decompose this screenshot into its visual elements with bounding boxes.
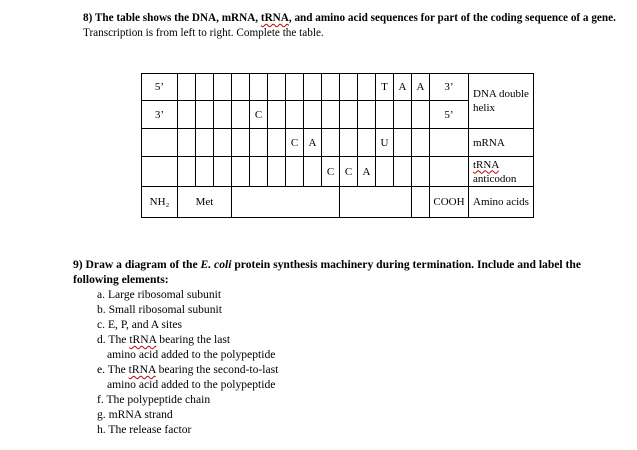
- list-item-e: e. The tRNA bearing the second-to-last amino acid added to the polypeptide: [97, 363, 279, 391]
- sequence-cell: [232, 129, 250, 157]
- sequence-cell: [358, 74, 376, 101]
- sequence-cell: [196, 74, 214, 101]
- sequence-cell: A: [412, 74, 430, 101]
- sequence-cell: [268, 74, 286, 101]
- sequence-cell: [250, 157, 268, 187]
- table-row: [142, 157, 534, 187]
- sequence-cell: [196, 157, 214, 187]
- question-8: [83, 11, 628, 41]
- q8-bold-text-b: , and amino acid sequences for part of the coding sequence of a gene.: [288, 12, 616, 24]
- list-item-b: b. Small ribosomal subunit: [97, 303, 222, 316]
- sequence-cell: [394, 157, 412, 187]
- sequence-cell: [358, 129, 376, 157]
- sequence-cell: [286, 157, 304, 187]
- sequence-cell: [412, 157, 430, 187]
- sequence-cell: [232, 74, 250, 101]
- sequence-cell: [250, 74, 268, 101]
- q9-prefix: 9) Draw a diagram of the: [73, 258, 201, 271]
- row-label-cell: mRNA: [469, 129, 534, 157]
- sequence-cell: [286, 74, 304, 101]
- sequence-cell: [214, 74, 232, 101]
- sequence-cell: [340, 101, 358, 129]
- sequence-cell: [268, 101, 286, 129]
- row-label-cell: Amino acids: [469, 187, 534, 218]
- sequence-cell: C: [340, 157, 358, 187]
- gene-sequence-table: [141, 73, 534, 218]
- sequence-cell: [358, 101, 376, 129]
- strand-end-cell: 5’: [430, 101, 469, 129]
- amino-acid-cell: [412, 187, 430, 218]
- amino-acid-cell: [340, 187, 412, 218]
- sequence-cell: C: [250, 101, 268, 129]
- sequence-cell: [250, 129, 268, 157]
- sequence-cell: [178, 157, 196, 187]
- list-item-d: d. The tRNA bearing the last amino acid added to the polypeptide: [97, 333, 276, 361]
- sequence-cell: [412, 101, 430, 129]
- table-body: [142, 74, 534, 218]
- sequence-cell: [322, 129, 340, 157]
- sequence-cell: A: [304, 129, 322, 157]
- q8-number: 8): [83, 12, 93, 24]
- list-item-g: g. mRNA strand: [97, 408, 173, 421]
- amino-acid-cell: [232, 187, 340, 218]
- sequence-cell: [322, 101, 340, 129]
- sequence-cell: [268, 157, 286, 187]
- q9-element-list: [97, 287, 278, 437]
- sequence-cell: [232, 157, 250, 187]
- sequence-cell: T: [376, 74, 394, 101]
- strand-end-cell: COOH: [430, 187, 469, 218]
- sequence-cell: [178, 74, 196, 101]
- sequence-cell: [340, 129, 358, 157]
- sequence-cell: [268, 129, 286, 157]
- q8-bold-text-a: The table shows the DNA, mRNA,: [92, 12, 261, 24]
- sequence-cell: [286, 101, 304, 129]
- sequence-cell: [232, 101, 250, 129]
- sequence-cell: [340, 74, 358, 101]
- sequence-cell: [376, 157, 394, 187]
- strand-start-cell: 5’: [142, 74, 178, 101]
- table-row: [142, 129, 534, 157]
- sequence-cell: [394, 101, 412, 129]
- strand-start-cell: [142, 129, 178, 157]
- q8-instruction: Transcription is from left to right. Complete the table.: [83, 27, 324, 39]
- strand-end-cell: [430, 157, 469, 187]
- strand-start-cell: 3’: [142, 101, 178, 129]
- row-label-cell: tRNA anticodon: [469, 157, 534, 187]
- question-9: [73, 257, 613, 287]
- strand-start-cell: NH₂: [142, 187, 178, 218]
- sequence-cell: [214, 101, 232, 129]
- q9-suffix: protein synthesis machinery during termination. Include and label the following elements:: [73, 258, 581, 286]
- sequence-cell: [196, 129, 214, 157]
- q9-italic-organism: E. coli: [200, 258, 232, 271]
- sequence-cell: [214, 157, 232, 187]
- sequence-cell: [178, 101, 196, 129]
- list-item-h: h. The release factor: [97, 423, 192, 436]
- list-item-a: a. Large ribosomal subunit: [97, 288, 222, 301]
- strand-end-cell: 3’: [430, 74, 469, 101]
- sequence-cell: U: [376, 129, 394, 157]
- sequence-cell: C: [286, 129, 304, 157]
- strand-end-cell: [430, 129, 469, 157]
- sequence-cell: [412, 129, 430, 157]
- sequence-cell: [376, 101, 394, 129]
- sequence-cell: [214, 129, 232, 157]
- strand-start-cell: [142, 157, 178, 187]
- sequence-cell: [304, 157, 322, 187]
- sequence-cell: [322, 74, 340, 101]
- row-label-cell: DNA double helix: [469, 74, 534, 129]
- sequence-cell: C: [322, 157, 340, 187]
- sequence-cell: [394, 129, 412, 157]
- amino-acid-cell: Met: [178, 187, 232, 218]
- sequence-cell: [178, 129, 196, 157]
- sequence-cell: [304, 74, 322, 101]
- table-row: [142, 74, 534, 101]
- sequence-cell: [196, 101, 214, 129]
- sequence-cell: A: [394, 74, 412, 101]
- table-row: [142, 187, 534, 218]
- list-item-c: c. E, P, and A sites: [97, 318, 183, 331]
- sequence-cell: A: [358, 157, 376, 187]
- q8-trna-word: tRNA: [260, 12, 289, 24]
- list-item-f: f. The polypeptide chain: [97, 393, 211, 406]
- sequence-cell: [304, 101, 322, 129]
